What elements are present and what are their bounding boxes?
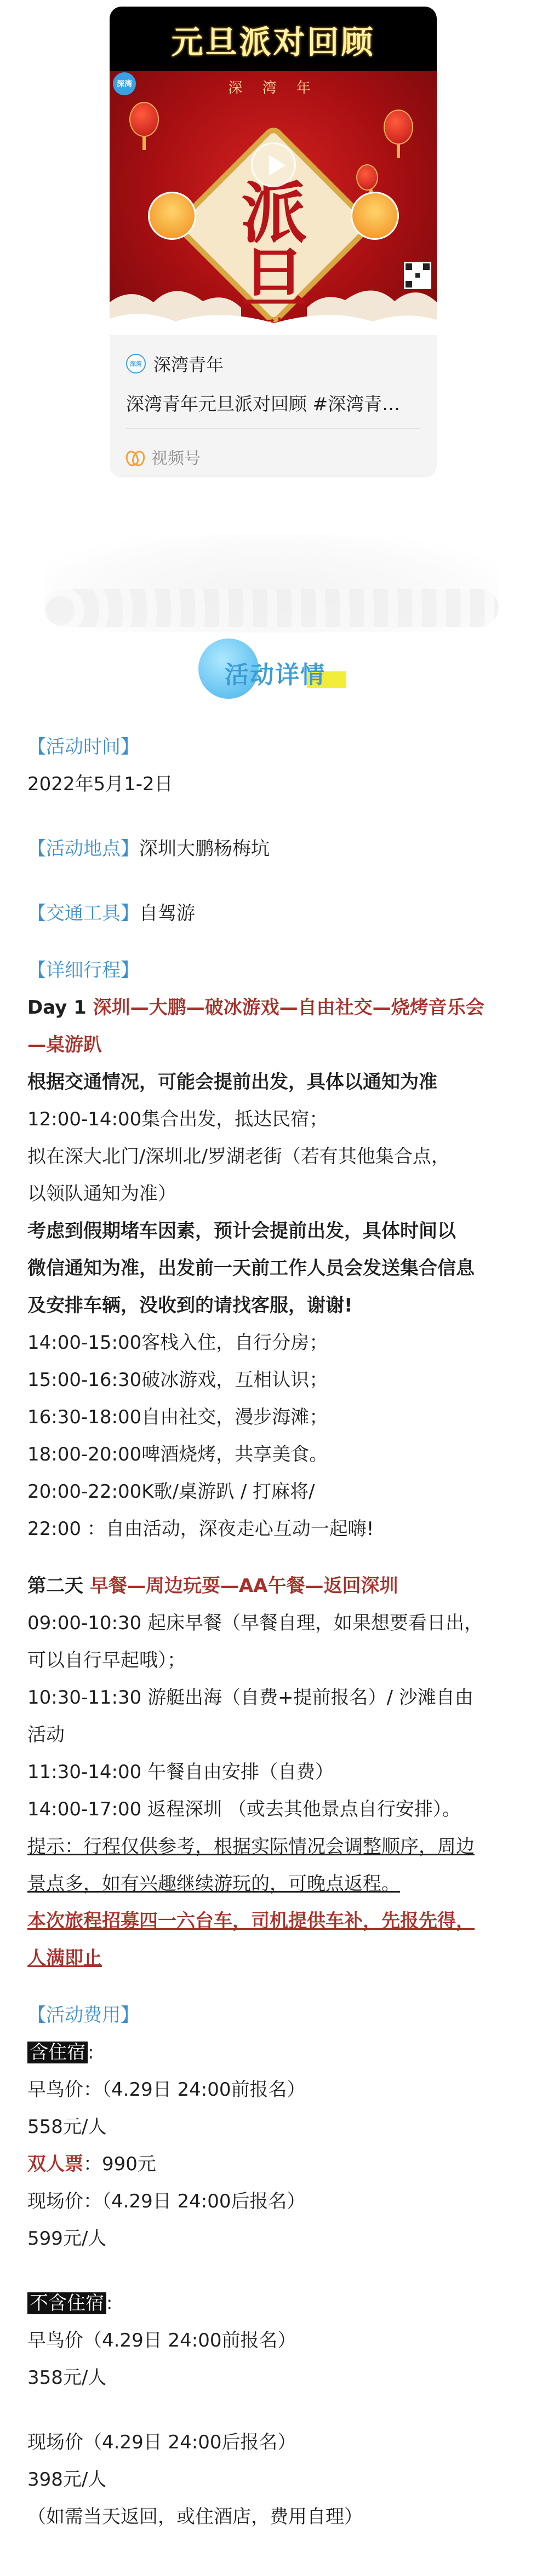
avatar: 深湾: [126, 354, 146, 373]
day1-title: Day 1 深圳—大鹏—破冰游戏—自由社交—烧烤音乐会: [27, 997, 484, 1019]
channels-label: 视频号: [151, 449, 201, 468]
poster-heading: 深 湾 年: [228, 80, 318, 96]
divider: [126, 428, 420, 429]
time-label: 【活动时间】: [27, 736, 139, 758]
clouds-decoration: [44, 534, 499, 633]
video-title: 元旦派对回顾: [171, 24, 375, 61]
activity-details: [27, 728, 526, 2535]
price-value: 558元/人: [27, 2116, 107, 2138]
wechat-channels-icon: [126, 449, 145, 465]
fee-label: 【活动费用】: [27, 2004, 139, 2026]
traffic-note: 根据交通情况，可能会提前出发，具体以通知为准: [27, 1071, 437, 1093]
list-item: 以领队通知为准）: [27, 1183, 176, 1205]
time-value: 2022年5月1-2日: [27, 773, 173, 795]
recruit-note: 人满即止: [27, 1947, 102, 1969]
brand-badge: 深湾: [113, 72, 136, 95]
play-icon[interactable]: [251, 142, 296, 187]
tips-note: 提示：行程仅供参考，根据实际情况会调整顺序，周边: [27, 1836, 475, 1858]
jam-note: 及安排车辆，没收到的请找客服，谢谢!: [27, 1295, 353, 1316]
video-description: 深湾青年元旦派对回顾 #深湾青…: [126, 393, 401, 415]
schedule-item: 22:00 ：自由活动，深夜走心互动一起嗨!: [27, 1518, 374, 1540]
lantern-icon: [129, 102, 159, 137]
no-stay-heading: 不含住宿 :: [27, 2285, 526, 2322]
tips-note: 景点多，如有兴趣继续游玩的，可晚点返程。: [27, 1873, 400, 1895]
price-value: 358元/人: [27, 2367, 107, 2389]
channel-name: 深湾青年: [153, 354, 224, 375]
price-note: （如需当天返回，或住酒店，费用自理）: [27, 2506, 363, 2528]
place-row: 【活动地点】深圳大鹏杨梅坑: [27, 838, 270, 860]
list-item: 12:00-14:00集合出发，抵达民宿；: [27, 1108, 328, 1130]
lantern-icon: [356, 164, 378, 191]
recruit-note: 本次旅程招募四一六台车，司机提供车补，先报先得，: [27, 1910, 475, 1932]
schedule-item: 15:00-16:30破冰游戏，互相认识；: [27, 1369, 328, 1391]
tiger-mascot-icon: [351, 192, 399, 240]
video-player[interactable]: [110, 7, 437, 335]
jam-note: 微信通知为准，出发前一天前工作人员会发送集合信息: [27, 1257, 475, 1279]
section-heading: 活动详情: [225, 661, 326, 689]
schedule-item: 14:00-17:00 返程深圳 （或去其他景点自行安排）。: [27, 1798, 461, 1820]
transport-row: 【交通工具】自驾游: [27, 902, 195, 924]
jam-note: 考虑到假期堵车因素，预计会提前出发，具体时间以: [27, 1220, 456, 1242]
schedule-item: 11:30-14:00 午餐自由安排（自费）: [27, 1761, 334, 1783]
video-card[interactable]: [110, 7, 437, 478]
day2-title: 第二天 早餐—周边玩耍—AA午餐—返回深圳: [27, 1575, 398, 1597]
double-ticket-row: 双人票：990元: [27, 2153, 156, 2175]
poster-medallion-text: 派旦: [241, 175, 307, 318]
day1-title-cont: —桌游趴: [27, 1034, 102, 1056]
schedule-item: 可以自行早起哦）；: [27, 1649, 186, 1671]
price-value: 398元/人: [27, 2469, 107, 2491]
schedule-item: 16:30-18:00自由社交，漫步海滩；: [27, 1406, 328, 1428]
list-item: 拟在深大北门/深圳北/罗湖老街（若有其他集合点，: [27, 1146, 450, 1168]
tiger-mascot-icon: [148, 192, 196, 240]
poster-clouds: [110, 253, 437, 335]
price-label: 现场价（4.29日 24:00后报名）: [27, 2431, 296, 2453]
price-label: 早鸟价：（4.29日 24:00前报名）: [27, 2079, 306, 2101]
itinerary-label: 【详细行程】: [27, 959, 139, 981]
with-stay-heading: 含住宿 :: [27, 2034, 526, 2071]
channel-row[interactable]: [126, 353, 224, 375]
schedule-item: 10:30-11:30 游艇出海（自费+提前报名）/ 沙滩自由: [27, 1687, 473, 1709]
video-poster: [110, 71, 437, 335]
lantern-icon: [384, 110, 413, 145]
schedule-item: 09:00-10:30 起床早餐（早餐自理，如果想要看日出，: [27, 1612, 483, 1634]
price-label: 早鸟价（4.29日 24:00前报名）: [27, 2330, 296, 2351]
channels-source[interactable]: [126, 445, 201, 469]
schedule-item: 14:00-15:00客栈入住，自行分房；: [27, 1332, 328, 1354]
price-label: 现场价：（4.29日 24:00后报名）: [27, 2190, 306, 2212]
schedule-item: 20:00-22:00K歌/桌游趴 / 打麻将/: [27, 1481, 315, 1503]
schedule-item: 活动: [27, 1724, 65, 1746]
schedule-item: 18:00-20:00啤酒烧烤，共享美食。: [27, 1444, 328, 1465]
price-value: 599元/人: [27, 2228, 107, 2250]
